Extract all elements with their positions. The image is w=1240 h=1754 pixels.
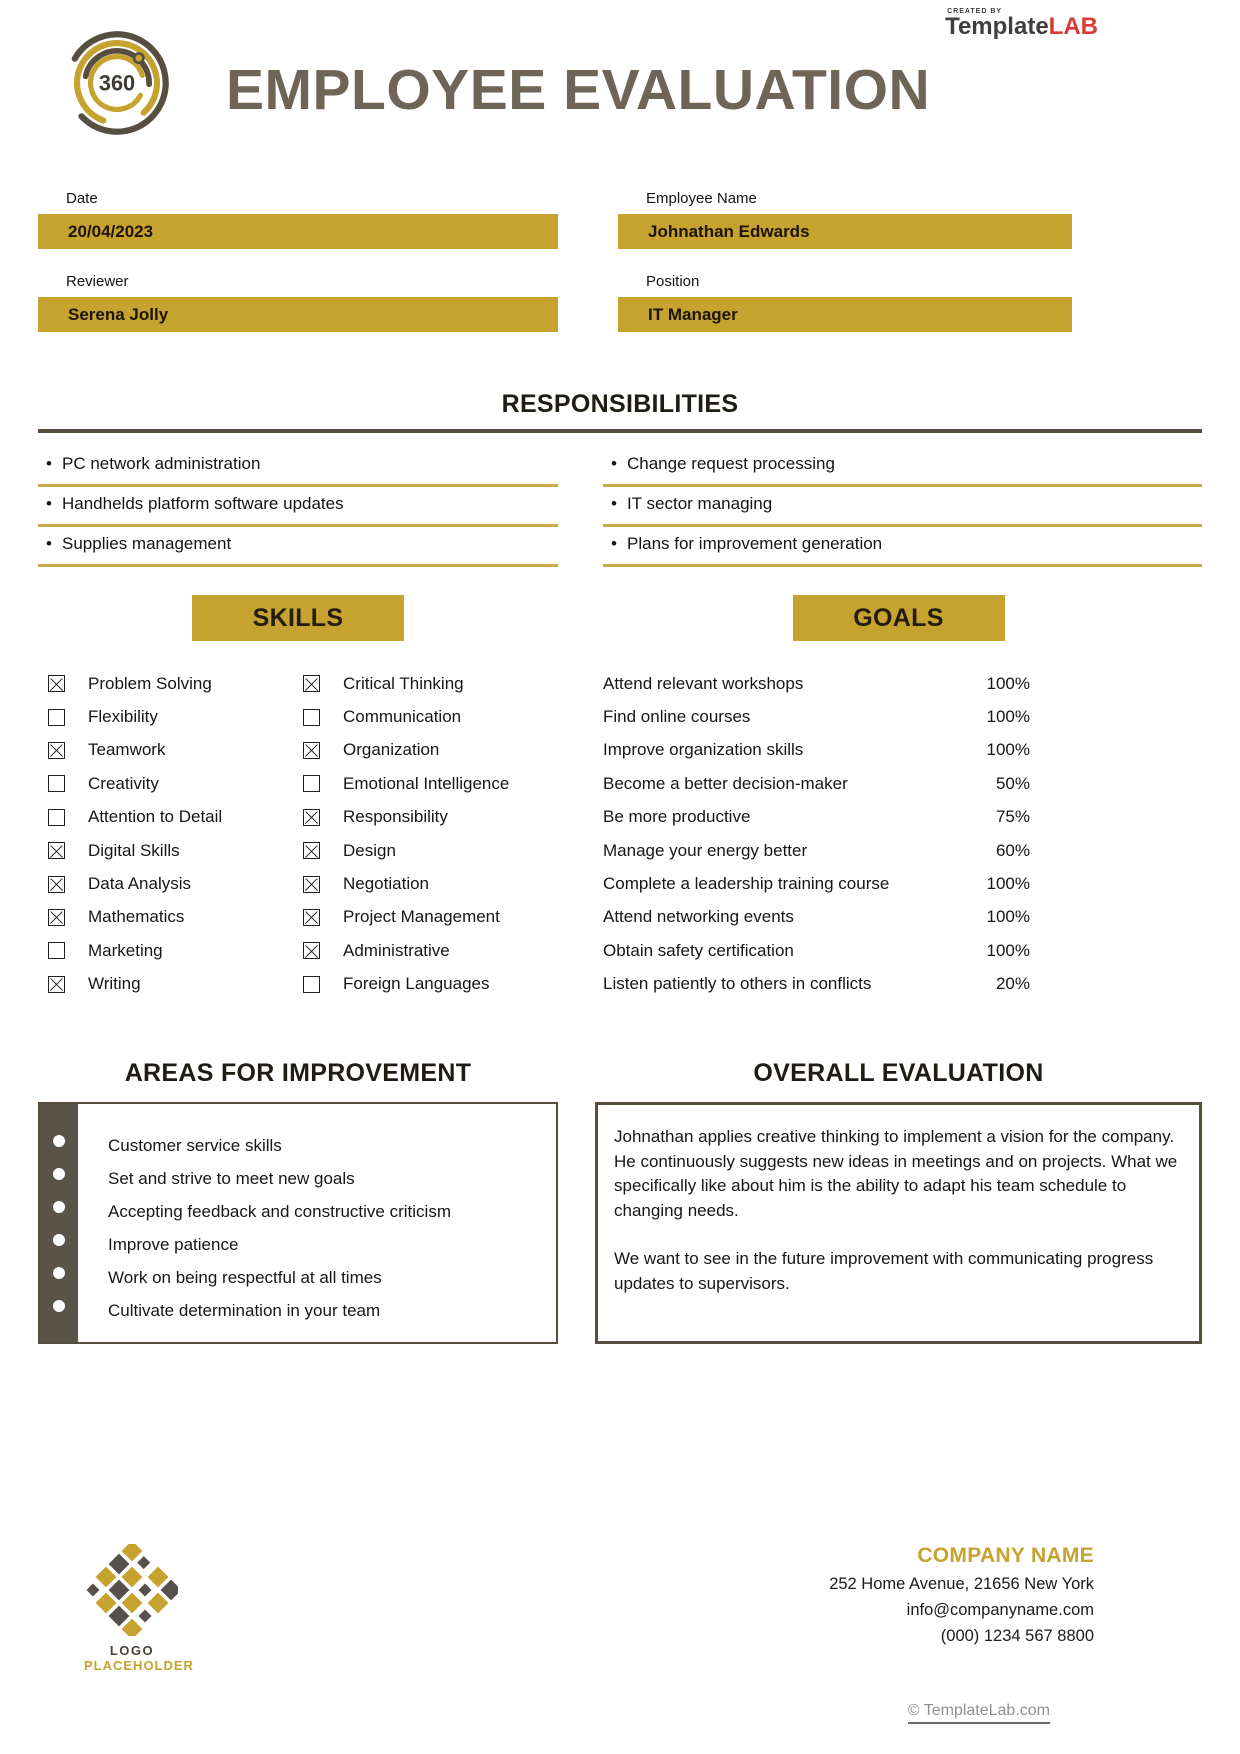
- logo-placeholder-line2: PLACEHOLDER: [84, 1657, 194, 1673]
- goals-banner: GOALS: [793, 595, 1005, 641]
- skill-item: Design: [303, 834, 558, 867]
- skill-item: Teamwork: [48, 734, 303, 767]
- improvement-item: Customer service skills: [108, 1135, 282, 1155]
- footer: [0, 1544, 1240, 1673]
- company-phone: (000) 1234 567 8800: [940, 1626, 1094, 1645]
- checkbox-icon[interactable]: [48, 809, 65, 826]
- bullet-icon: •: [611, 454, 617, 473]
- skills-banner: SKILLS: [192, 595, 404, 641]
- checkbox-icon[interactable]: [48, 742, 65, 759]
- overall-paragraph: Johnathan applies creative thinking to implement a vision for the company. He continuously suggests new ideas in meetings and on projects. What we specifically like about him is the ability to adapt his team schedule to changing needs.: [614, 1126, 1178, 1220]
- checkbox-icon[interactable]: [303, 876, 320, 893]
- field-reviewer: [38, 273, 558, 332]
- checkbox-icon[interactable]: [303, 675, 320, 692]
- goal-percentage: 100%: [986, 740, 1030, 760]
- overall-evaluation-box: [595, 1102, 1202, 1344]
- improvement-item: Cultivate determination in your team: [108, 1301, 381, 1321]
- field-employee-name: [618, 190, 1072, 249]
- checkbox-icon[interactable]: [303, 742, 320, 759]
- skills-column-2: [303, 667, 558, 1001]
- improvement-item: Accepting feedback and constructive criticism: [108, 1201, 451, 1221]
- checkbox-icon[interactable]: [303, 976, 320, 993]
- goal-percentage: 100%: [986, 874, 1030, 894]
- date-label: Date: [66, 190, 98, 207]
- logo-placeholder-line1: LOGO: [109, 1642, 155, 1658]
- skill-item: Organization: [303, 734, 558, 767]
- skill-item: Foreign Languages: [303, 968, 558, 1001]
- logo-360-text: 360: [98, 70, 136, 96]
- date-value-field[interactable]: 20/04/2023: [38, 214, 558, 249]
- improvement-panel: [38, 1059, 558, 1344]
- templatelab-credit-link[interactable]: © TemplateLab.com: [908, 1702, 1050, 1724]
- improvement-item: Improve patience: [108, 1235, 239, 1255]
- 360-degree-logo-icon: [60, 26, 174, 140]
- diamond-pattern-logo-icon: [86, 1544, 178, 1636]
- templatelab-template-text: Template: [945, 13, 1049, 40]
- reviewer-value-field[interactable]: Serena Jolly: [38, 297, 558, 332]
- goal-item: Listen patiently to others in conflicts 20%: [603, 974, 1030, 994]
- goal-item: Attend networking events 100%: [603, 907, 1030, 927]
- goal-percentage: 50%: [995, 773, 1030, 793]
- improvement-bullet-strip: [40, 1104, 78, 1342]
- responsibility-item: • Supplies management: [38, 527, 558, 567]
- skills-panel: [38, 595, 558, 1001]
- skill-item: Attention to Detail: [48, 801, 303, 834]
- goal-item: Attend relevant workshops 100%: [603, 673, 1030, 693]
- responsibilities-section: [38, 390, 1202, 567]
- improvement-box: [38, 1102, 558, 1344]
- logo-placeholder: [84, 1544, 194, 1673]
- company-name: COMPANY NAME: [917, 1543, 1094, 1567]
- templatelab-lab-text: LAB: [1048, 13, 1098, 40]
- goal-item: Be more productive 75%: [603, 807, 1030, 827]
- bullet-dot-icon: [53, 1201, 65, 1213]
- bullet-dot-icon: [53, 1300, 65, 1312]
- reviewer-label: Reviewer: [66, 273, 129, 290]
- checkbox-icon[interactable]: [48, 909, 65, 926]
- checkbox-icon[interactable]: [303, 775, 320, 792]
- improvement-item: Set and strive to meet new goals: [108, 1168, 355, 1188]
- bullet-dot-icon: [53, 1168, 65, 1180]
- company-address: 252 Home Avenue, 21656 New York: [829, 1574, 1094, 1593]
- goal-item: Become a better decision-maker 50%: [603, 773, 1030, 793]
- bullet-icon: •: [611, 494, 617, 513]
- templatelab-logo: [945, 8, 1098, 39]
- checkbox-icon[interactable]: [48, 675, 65, 692]
- skill-item: Marketing: [48, 934, 303, 967]
- checkbox-icon[interactable]: [303, 909, 320, 926]
- improvement-title: AREAS FOR IMPROVEMENT: [124, 1058, 472, 1087]
- form-fields: [38, 190, 1202, 332]
- company-info: [829, 1544, 1094, 1646]
- goal-percentage: 100%: [986, 940, 1030, 960]
- goals-panel: [595, 595, 1202, 1001]
- responsibilities-title: RESPONSIBILITIES: [501, 390, 739, 418]
- bullet-dot-icon: [53, 1135, 65, 1147]
- improvement-overall-section: [38, 1059, 1202, 1344]
- goal-item: Improve organization skills 100%: [603, 740, 1030, 760]
- bullet-icon: •: [611, 534, 617, 553]
- checkbox-icon[interactable]: [303, 809, 320, 826]
- created-by-label: CREATED BY: [947, 8, 1003, 15]
- checkbox-icon[interactable]: [48, 842, 65, 859]
- skill-item: Critical Thinking: [303, 667, 558, 700]
- skill-item: Project Management: [303, 901, 558, 934]
- responsibilities-rule: [38, 429, 1202, 433]
- checkbox-icon[interactable]: [48, 709, 65, 726]
- bullet-icon: •: [46, 534, 52, 553]
- bullet-icon: •: [46, 454, 52, 473]
- skill-item: Digital Skills: [48, 834, 303, 867]
- bullet-icon: •: [46, 494, 52, 513]
- skill-item: Mathematics: [48, 901, 303, 934]
- skill-item: Administrative: [303, 934, 558, 967]
- page-title: EMPLOYEE EVALUATION: [226, 58, 931, 122]
- goal-percentage: 20%: [995, 974, 1030, 994]
- responsibility-item: • Change request processing: [603, 447, 1202, 487]
- skills-column-1: [48, 667, 303, 1001]
- checkbox-icon[interactable]: [303, 942, 320, 959]
- skill-item: Problem Solving: [48, 667, 303, 700]
- field-position: [618, 273, 1072, 332]
- responsibilities-right-column: [603, 447, 1202, 567]
- goal-percentage: 100%: [986, 907, 1030, 927]
- goal-percentage: 75%: [995, 807, 1030, 827]
- responsibility-item: • Handhelds platform software updates: [38, 487, 558, 527]
- position-value-field[interactable]: IT Manager: [618, 297, 1072, 332]
- field-date: [38, 190, 558, 249]
- company-email: info@companyname.com: [906, 1600, 1094, 1619]
- goal-item: Manage your energy better 60%: [603, 840, 1030, 860]
- bullet-dot-icon: [53, 1234, 65, 1246]
- goal-item: Find online courses 100%: [603, 707, 1030, 727]
- responsibilities-left-column: [38, 447, 558, 567]
- checkbox-icon[interactable]: [303, 709, 320, 726]
- checkbox-icon[interactable]: [48, 976, 65, 993]
- goal-percentage: 60%: [995, 840, 1030, 860]
- skill-item: Creativity: [48, 767, 303, 800]
- skill-item: Negotiation: [303, 867, 558, 900]
- position-label: Position: [646, 273, 700, 290]
- skill-item: Communication: [303, 700, 558, 733]
- skill-item: Flexibility: [48, 700, 303, 733]
- checkbox-icon[interactable]: [48, 942, 65, 959]
- improvement-list: [78, 1104, 451, 1342]
- responsibility-item: • IT sector managing: [603, 487, 1202, 527]
- bullet-dot-icon: [53, 1267, 65, 1279]
- responsibility-item: • Plans for improvement generation: [603, 527, 1202, 567]
- employee-name-label: Employee Name: [646, 190, 757, 207]
- employee-name-value-field[interactable]: Johnathan Edwards: [618, 214, 1072, 249]
- responsibility-item: • PC network administration: [38, 447, 558, 487]
- checkbox-icon[interactable]: [303, 842, 320, 859]
- checkbox-icon[interactable]: [48, 876, 65, 893]
- skill-item: Writing: [48, 968, 303, 1001]
- goal-item: Obtain safety certification 100%: [603, 940, 1030, 960]
- skill-item: Data Analysis: [48, 867, 303, 900]
- overall-panel: [595, 1059, 1202, 1344]
- skill-item: Emotional Intelligence: [303, 767, 558, 800]
- skill-item: Responsibility: [303, 801, 558, 834]
- goal-item: Complete a leadership training course 100%: [603, 874, 1030, 894]
- checkbox-icon[interactable]: [48, 775, 65, 792]
- skills-goals-section: [38, 595, 1202, 1001]
- overall-title: OVERALL EVALUATION: [753, 1058, 1044, 1087]
- goal-percentage: 100%: [986, 673, 1030, 693]
- goal-percentage: 100%: [986, 707, 1030, 727]
- overall-paragraph: We want to see in the future improvement with communicating progress updates to supervisors.: [614, 1249, 1154, 1294]
- improvement-item: Work on being respectful at all times: [108, 1268, 382, 1288]
